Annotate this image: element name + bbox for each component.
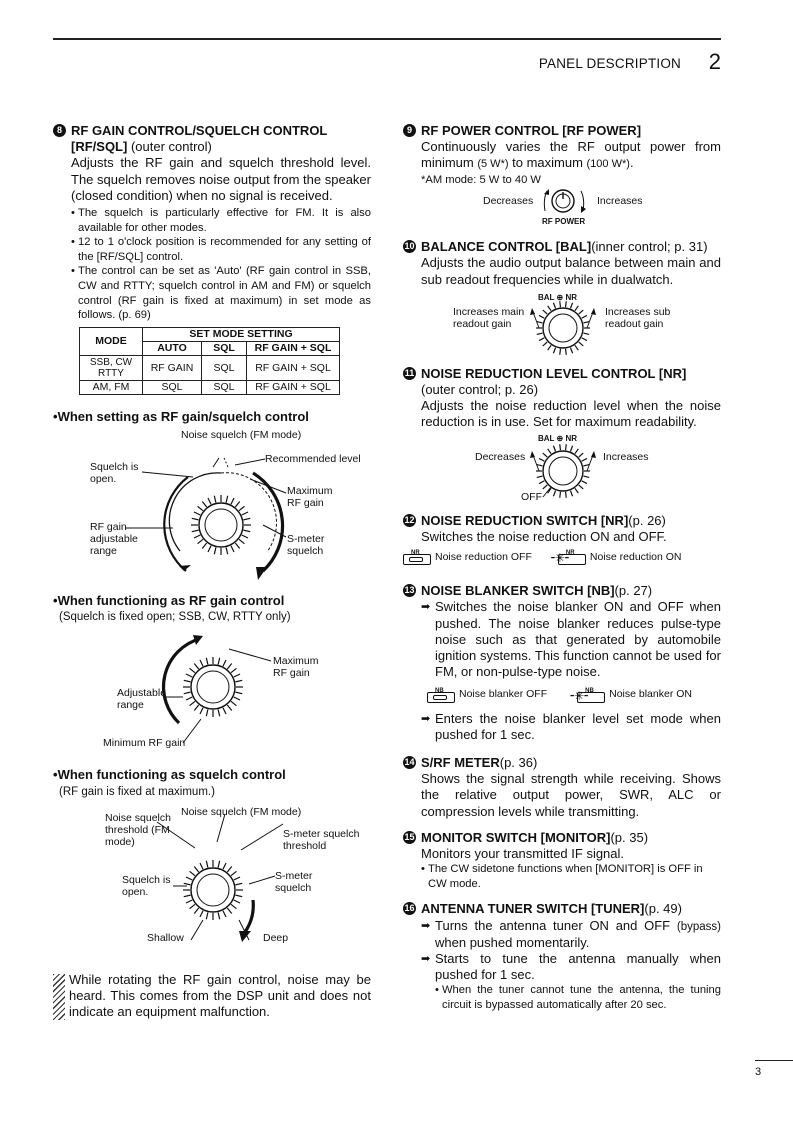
- label-squelch-open: Squelch is open.: [122, 873, 171, 898]
- section-rf-gain: 8 RF GAIN CONTROL/SQUELCH CONTROL [RF/SQL] (outer control) Adjusts the RF gain and squelch threshold level. The squelch removes noise output from the speaker (closed condition) when no signal is received. • The squelch is particularly effective for FM. It is also available for other modes. • 12 to 1 o'clock position is recommended for any setting of the [RF/SQL] control. • The control can be set as 'Auto' (RF gain control in SSB, CW and RTTY; squelch control in AM and FM) or squelch control (RF gain is fixed at maximum) in set mode as follows. (p. 69) MODE SET MODE SETTING AUTO SQL RF GAIN + SQL SSB, CW RTTY RF GAIN SQL RF GAIN + SQL AM, FM SQL SQL RF GAIN + SQL •When setting as RF gain/squelch control Noise squelch (FM mode) Recommended level Squelch is open. Maximum RF gain RF gain adjustable range S-meter squelch •When functioning as RF gain control (Squelch is fixed open; SSB, CW, RTTY only) Maximum RF gain Adjustable range Minimum RF gain •When functioning as squelch control (RF gain is fixed at maximum.) Noise squelch threshold (FM mode) Noise squelch (FM mode) S-meter squelch threshold Squelch is open. S-meter squelch Shallow Deep While rotating the RF gain control, noise may be heard. This comes from the DSP unit and does not indicate an equipment malfunction.: [53, 123, 371, 1020]
- section-title-sub: (p. 49): [644, 901, 682, 917]
- section-tuner: 16 ANTENNA TUNER SWITCH [TUNER] (p. 49) ➡ Turns the antenna tuner ON and OFF (bypass) when pushed momentarily. ➡ Starts to tune the antenna manually when pushed for 1 sec. • When the tuner cannot tune the antenna, the tuning circuit is bypassed automatically after 20 sec.: [403, 901, 721, 1012]
- table-row: [80, 380, 340, 394]
- table-cell: SQL: [202, 380, 247, 394]
- section-body: Switches the noise reduction ON and OFF.: [421, 528, 667, 544]
- section-number-badge: 8: [53, 124, 66, 137]
- section-meter: [403, 755, 721, 820]
- switch-on-icon: NR ⁃✳⁃: [550, 549, 586, 565]
- warning-note: [53, 972, 371, 1021]
- section-body: Monitors your transmitted IF signal.: [421, 846, 625, 862]
- label-max-rf: Maximum RF gain: [273, 655, 319, 680]
- label-shallow: Shallow: [147, 931, 184, 944]
- section-note: *AM mode: 5 W to 40 W: [421, 173, 541, 186]
- section-sub: (outer control; p. 26): [421, 382, 539, 398]
- section-title-sub: (outer control): [127, 139, 212, 155]
- arrow-icon: ➡: [421, 919, 431, 932]
- switch-on-icon: NB ⁃✳⁃: [569, 687, 605, 703]
- section-title: NOISE REDUCTION SWITCH [NR]: [421, 512, 629, 528]
- knob-icon: [199, 503, 243, 547]
- knob-diagram: [53, 625, 371, 751]
- note-item: • 12 to 1 o'clock position is recommended for any setting of the [RF/SQL] control.: [71, 235, 371, 264]
- figure-squelch: [53, 800, 371, 960]
- label-ns-threshold: Noise squelch threshold (FM mode): [105, 811, 171, 848]
- figure-rf-power: [403, 187, 721, 227]
- table-cell: RF GAIN + SQL: [247, 355, 340, 380]
- label-knob: BAL ⊕ NR: [538, 433, 577, 443]
- switch-off-label: Noise blanker OFF: [459, 688, 548, 701]
- switch-on-label: Noise blanker ON: [609, 688, 692, 701]
- section-title-sub: (p. 27): [614, 583, 653, 599]
- switch-off-icon: NB: [427, 687, 455, 703]
- table-header-group: SET MODE SETTING: [143, 327, 340, 341]
- label-deep: Deep: [263, 931, 289, 944]
- list-item: Enters the noise blanker level set mode when pushed for 1 sec.: [435, 710, 721, 742]
- table-col-header: AUTO: [143, 341, 202, 355]
- section-title: BALANCE CONTROL [BAL]: [421, 239, 592, 255]
- header-title: PANEL DESCRIPTION: [538, 56, 681, 71]
- note-item: • The control can be set as 'Auto' (RF gain control in SSB, CW and RTTY; squelch control in AM and FM) or squelch control (RF gain is fixed at maximum) in set mode as follows. (p. 69): [71, 264, 371, 322]
- section-number-badge: 16: [404, 903, 415, 914]
- table-cell: SSB, CW RTTY: [80, 355, 143, 380]
- switch-off-label: Noise reduction OFF: [435, 551, 532, 564]
- figure-rf-gain: [53, 625, 371, 751]
- section-title-sub: (p. 35): [610, 829, 649, 845]
- section-number-badge: 13: [404, 585, 415, 596]
- section-body: Continuously varies the RF output power from minimum (5 W*) to maximum (100 W*).: [421, 139, 721, 171]
- label-right: Increases sub readout gain: [605, 305, 671, 330]
- table-cell: SQL: [143, 380, 202, 394]
- table-cell: RF GAIN + SQL: [247, 380, 340, 394]
- label-adj-range: Adjustable range: [117, 687, 167, 712]
- figure-heading: When functioning as squelch control: [57, 767, 286, 783]
- section-title-sub: (p. 36): [499, 755, 538, 771]
- label-max-rf: Maximum RF gain: [287, 484, 333, 509]
- section-title: ANTENNA TUNER SWITCH [TUNER]: [421, 901, 645, 917]
- label-decreases: Decreases: [483, 195, 534, 208]
- arrow-icon: ➡: [421, 601, 431, 614]
- section-number-badge: 15: [404, 831, 415, 842]
- label-knob: BAL ⊕ NR: [538, 292, 577, 302]
- table-col-header: SQL: [202, 341, 247, 355]
- section-body: Adjusts the RF gain and squelch threshold level. The squelch removes noise output from the speaker (closed condition) when no signal is received.: [71, 155, 371, 203]
- label-increases: Increases: [597, 195, 643, 208]
- figure-heading: When setting as RF gain/squelch control: [57, 408, 309, 424]
- set-mode-table: [79, 327, 340, 395]
- table-row: [80, 355, 340, 380]
- label-knob: RF POWER: [542, 217, 586, 227]
- section-title: RF GAIN CONTROL/SQUELCH CONTROL: [71, 123, 328, 138]
- right-column: [403, 123, 721, 1013]
- section-title: NOISE BLANKER SWITCH [NB]: [421, 583, 615, 599]
- label-noise-squelch: Noise squelch (FM mode): [181, 805, 302, 818]
- section-title-sub: (p. 26): [628, 512, 666, 528]
- figure-heading: When functioning as RF gain control: [57, 592, 285, 608]
- label-increases: Increases: [603, 450, 649, 463]
- label-recommended: Recommended level: [265, 452, 361, 465]
- table-cell: RF GAIN: [143, 355, 202, 380]
- label-decreases: Decreases: [475, 450, 526, 463]
- section-monitor: [403, 830, 721, 892]
- table-col-header: RF GAIN + SQL: [247, 341, 340, 355]
- figure-rf-squelch: [53, 425, 371, 587]
- figure-note: (RF gain is fixed at maximum.): [59, 785, 215, 798]
- figure-note: (Squelch is fixed open; SSB, CW, RTTY only): [59, 611, 291, 624]
- label-min-rf: Minimum RF gain: [103, 737, 186, 750]
- section-balance: [403, 239, 721, 358]
- label-squelch-open: Squelch is open.: [90, 460, 139, 485]
- section-title-cont: [RF/SQL]: [71, 139, 128, 155]
- list-item: Switches the noise blanker ON and OFF when pushed. The noise blanker reduces pulse-type noise such as that generated by automobile ignition systems. This function cannot be used for FM, or non-pulse-type noise.: [435, 599, 721, 680]
- section-body: Adjusts the noise reduction level when the noise reduction is in use. Set for maximum readability.: [421, 398, 721, 430]
- bottom-rule: [755, 1060, 793, 1061]
- table-cell: SQL: [202, 355, 247, 380]
- section-title-sub: (inner control; p. 31): [591, 239, 708, 255]
- section-number-badge: 11: [404, 367, 415, 378]
- label-rf-range: RF gain adjustable range: [90, 520, 138, 557]
- top-rule: [53, 38, 721, 40]
- note-item: • The squelch is particularly effective for FM. It is also available for other modes.: [71, 206, 371, 235]
- figure-balance: [403, 288, 721, 358]
- list-item: Starts to tune the antenna manually when pushed for 1 sec.: [435, 951, 721, 983]
- page-number: 3: [755, 1066, 762, 1078]
- section-body: Adjusts the audio output balance between main and sub readout frequencies while in dualwatch.: [421, 255, 721, 287]
- left-column: [53, 123, 371, 1020]
- table-cell: AM, FM: [80, 380, 143, 394]
- label-noise-squelch: Noise squelch (FM mode): [181, 428, 302, 441]
- table-header-mode: MODE: [80, 327, 143, 355]
- arrow-icon: ➡: [421, 953, 431, 966]
- section-title: NOISE REDUCTION LEVEL CONTROL [NR]: [421, 365, 687, 381]
- section-number-badge: 12: [404, 514, 415, 525]
- section-title: RF POWER CONTROL [RF POWER]: [421, 123, 642, 138]
- label-smeter: S-meter squelch: [275, 869, 313, 894]
- chapter-number: 2: [708, 49, 721, 74]
- label-off: OFF: [521, 490, 542, 503]
- warning-text: While rotating the RF gain control, noise may be heard. This comes from the DSP unit and does not indicate an equipment malfunction.: [69, 971, 371, 1020]
- note-item: • The CW sidetone functions when [MONITOR] is OFF in CW mode.: [421, 862, 721, 891]
- figure-nr-level: [403, 431, 721, 511]
- section-nr-switch: [403, 513, 721, 566]
- note-item: • When the tuner cannot tune the antenna, the tuning circuit is bypassed automatically after 20 sec.: [435, 983, 721, 1012]
- section-rf-power: [403, 123, 721, 227]
- switch-on-label: Noise reduction ON: [589, 551, 682, 564]
- label-smeter: S-meter squelch: [287, 532, 325, 557]
- section-number-badge: 14: [404, 757, 415, 768]
- label-left: Increases main readout gain: [453, 305, 525, 330]
- section-body: Shows the signal strength while receiving. Shows the relative output power, SWR, ALC or compression levels while transmitting.: [421, 771, 721, 819]
- caution-icon: [53, 974, 65, 1020]
- section-title: S/RF METER: [421, 755, 500, 771]
- switch-off-icon: NR: [403, 549, 431, 565]
- section-number-badge: 9: [403, 124, 416, 137]
- section-nr-level: [403, 366, 721, 511]
- arrow-icon: ➡: [421, 712, 431, 725]
- section-title: MONITOR SWITCH [MONITOR]: [421, 829, 611, 845]
- label-sm-threshold: S-meter squelch threshold: [283, 827, 360, 852]
- section-number-badge: 10: [404, 241, 415, 252]
- section-nb-switch: [403, 583, 721, 743]
